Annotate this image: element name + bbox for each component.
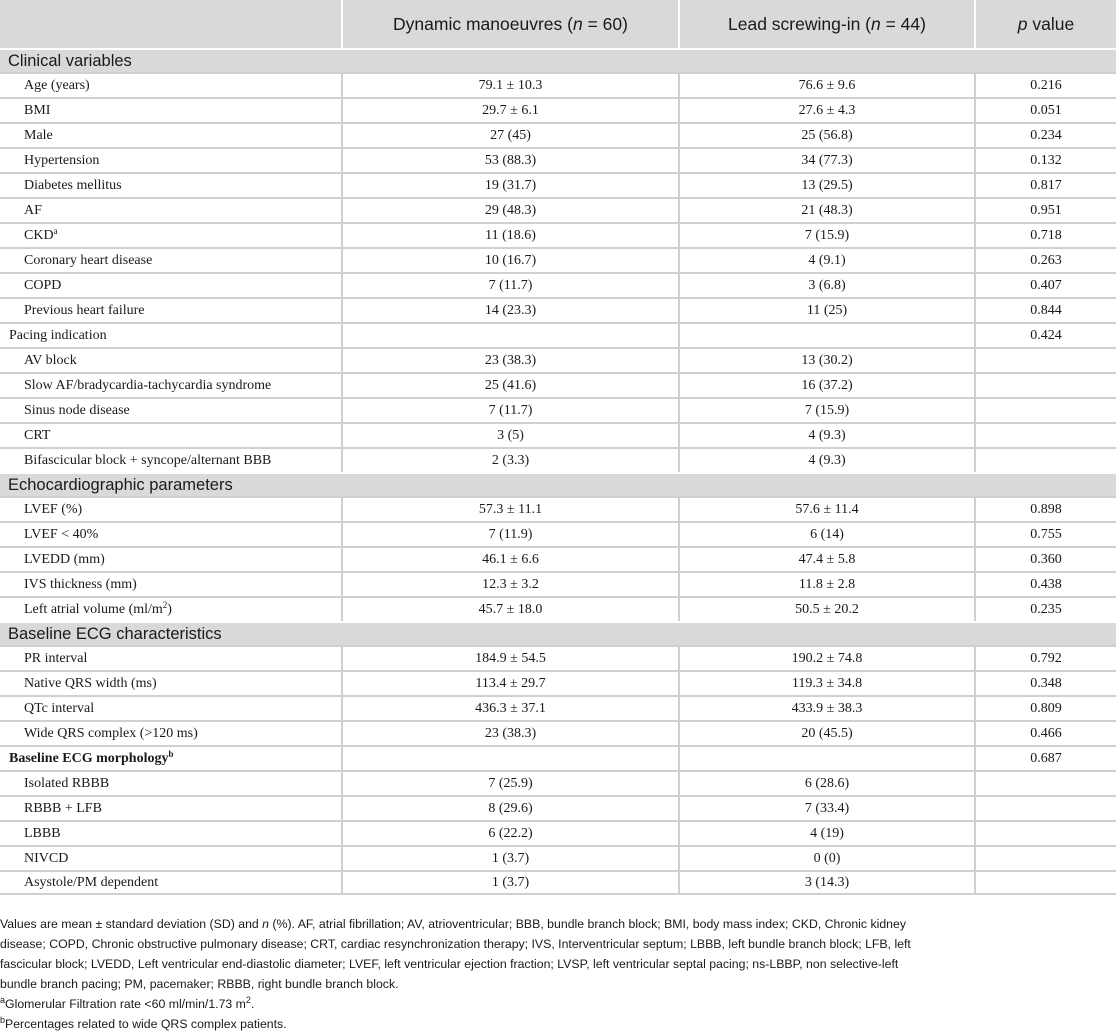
table-row bbox=[0, 645, 1116, 670]
row-label: Pacing indication bbox=[0, 322, 343, 347]
lead-value: 0 (0) bbox=[680, 845, 976, 870]
dynamic-value: 79.1 ± 10.3 bbox=[343, 72, 680, 97]
footnote-a-marker: a bbox=[53, 225, 58, 236]
table-row bbox=[0, 546, 1116, 571]
row-label: IVS thickness (mm) bbox=[0, 571, 343, 596]
p-value bbox=[976, 397, 1116, 422]
row-label: Bifascicular block + syncope/alternant BBB bbox=[0, 447, 343, 472]
row-label: Hypertension bbox=[0, 147, 343, 172]
table-row bbox=[0, 745, 1116, 770]
lead-value: 11 (25) bbox=[680, 297, 976, 322]
table-row bbox=[0, 521, 1116, 546]
table-row bbox=[0, 172, 1116, 197]
section-clinical-variables: Clinical variables bbox=[0, 48, 1116, 72]
p-value: 0.809 bbox=[976, 695, 1116, 720]
lead-value: 27.6 ± 4.3 bbox=[680, 97, 976, 122]
lead-value: 433.9 ± 38.3 bbox=[680, 695, 976, 720]
row-label: AF bbox=[0, 197, 343, 222]
lead-value: 20 (45.5) bbox=[680, 720, 976, 745]
p-value: 0.348 bbox=[976, 670, 1116, 695]
row-label: LVEDD (mm) bbox=[0, 546, 343, 571]
p-value: 0.466 bbox=[976, 720, 1116, 745]
row-label: QTc interval bbox=[0, 695, 343, 720]
table-row bbox=[0, 820, 1116, 845]
lead-value bbox=[680, 745, 976, 770]
table-row bbox=[0, 422, 1116, 447]
dynamic-value: 45.7 ± 18.0 bbox=[343, 596, 680, 621]
lead-value: 7 (33.4) bbox=[680, 795, 976, 820]
lead-value: 16 (37.2) bbox=[680, 372, 976, 397]
dynamic-value: 53 (88.3) bbox=[343, 147, 680, 172]
footnote-abbreviations-line2: disease; COPD, Chronic obstructive pulmonary disease; CRT, cardiac resynchronization therapy; IVS, Interventricular septum; LBBB, left bundle branch block; LFB, left bbox=[0, 937, 911, 951]
p-value bbox=[976, 770, 1116, 795]
row-label: Age (years) bbox=[0, 72, 343, 97]
lead-value: 13 (30.2) bbox=[680, 347, 976, 372]
lead-value: 4 (9.3) bbox=[680, 447, 976, 472]
row-label: NIVCD bbox=[0, 845, 343, 870]
row-label: LVEF (%) bbox=[0, 496, 343, 521]
dynamic-value: 57.3 ± 11.1 bbox=[343, 496, 680, 521]
dynamic-value: 23 (38.3) bbox=[343, 347, 680, 372]
lead-value: 3 (6.8) bbox=[680, 272, 976, 297]
table-row bbox=[0, 571, 1116, 596]
table-row bbox=[0, 272, 1116, 297]
table-row bbox=[0, 322, 1116, 347]
row-label: Diabetes mellitus bbox=[0, 172, 343, 197]
p-value: 0.234 bbox=[976, 122, 1116, 147]
table-footnotes bbox=[0, 914, 1116, 1034]
row-label: CKD$^a$ bbox=[0, 222, 343, 247]
dynamic-value: 436.3 ± 37.1 bbox=[343, 695, 680, 720]
lead-value: 6 (14) bbox=[680, 521, 976, 546]
p-value: 0.051 bbox=[976, 97, 1116, 122]
dynamic-value: 7 (11.7) bbox=[343, 397, 680, 422]
footnote-abbreviations-line4: bundle branch pacing; PM, pacemaker; RBBB, right bundle branch block. bbox=[0, 977, 399, 991]
row-label: Native QRS width (ms) bbox=[0, 670, 343, 695]
row-label: CRT bbox=[0, 422, 343, 447]
dynamic-value: 23 (38.3) bbox=[343, 720, 680, 745]
row-label: Isolated RBBB bbox=[0, 770, 343, 795]
dynamic-value: 10 (16.7) bbox=[343, 247, 680, 272]
row-label: Wide QRS complex (>120 ms) bbox=[0, 720, 343, 745]
table-row bbox=[0, 695, 1116, 720]
p-value bbox=[976, 447, 1116, 472]
dynamic-value: 11 (18.6) bbox=[343, 222, 680, 247]
dynamic-value bbox=[343, 745, 680, 770]
table-row bbox=[0, 795, 1116, 820]
lead-value: 47.4 ± 5.8 bbox=[680, 546, 976, 571]
p-value: 0.817 bbox=[976, 172, 1116, 197]
p-value bbox=[976, 820, 1116, 845]
lead-value: 11.8 ± 2.8 bbox=[680, 571, 976, 596]
table-row bbox=[0, 845, 1116, 870]
footnote-b-marker: b bbox=[168, 748, 174, 759]
table-row bbox=[0, 297, 1116, 322]
p-value: 0.898 bbox=[976, 496, 1116, 521]
table-row bbox=[0, 670, 1116, 695]
dynamic-value: 29.7 ± 6.1 bbox=[343, 97, 680, 122]
dynamic-value: 1 (3.7) bbox=[343, 870, 680, 895]
dynamic-value: 46.1 ± 6.6 bbox=[343, 546, 680, 571]
dynamic-value: 113.4 ± 29.7 bbox=[343, 670, 680, 695]
lead-value: 4 (9.3) bbox=[680, 422, 976, 447]
table-row bbox=[0, 347, 1116, 372]
lead-value: 13 (29.5) bbox=[680, 172, 976, 197]
dynamic-value: 184.9 ± 54.5 bbox=[343, 645, 680, 670]
p-value bbox=[976, 870, 1116, 895]
lead-value: 3 (14.3) bbox=[680, 870, 976, 895]
lead-value: 190.2 ± 74.8 bbox=[680, 645, 976, 670]
footnote-abbreviations-line3: fascicular block; LVEDD, Left ventricular end-diastolic diameter; LVEF, left ventricular ejection fraction; LVSP, left ventricular septal pacing; ns-LBBP, non selective-left bbox=[0, 957, 899, 971]
table-row bbox=[0, 222, 1116, 247]
header-label-cell bbox=[0, 0, 343, 48]
dynamic-value: 3 (5) bbox=[343, 422, 680, 447]
table-row bbox=[0, 447, 1116, 472]
lead-value: 50.5 ± 20.2 bbox=[680, 596, 976, 621]
row-label: Baseline ECG morphology$^b$ bbox=[0, 745, 343, 770]
p-value: 0.438 bbox=[976, 571, 1116, 596]
p-value: 0.407 bbox=[976, 272, 1116, 297]
dynamic-value: 7 (11.9) bbox=[343, 521, 680, 546]
table-row bbox=[0, 496, 1116, 521]
row-label: COPD bbox=[0, 272, 343, 297]
table-row bbox=[0, 247, 1116, 272]
p-value: 0.755 bbox=[976, 521, 1116, 546]
dynamic-value: 14 (23.3) bbox=[343, 297, 680, 322]
p-value: 0.951 bbox=[976, 197, 1116, 222]
lead-value: 4 (19) bbox=[680, 820, 976, 845]
footnote-a: $^a$Glomerular Filtration rate <60 ml/min/1.73 $m^2$. bbox=[0, 995, 255, 1011]
row-label: Left atrial volume $(ml/m^2)$ bbox=[0, 596, 343, 621]
footnote-b: $^b$Percentages related to wide QRS complex patients. bbox=[0, 1015, 287, 1031]
row-label: PR interval bbox=[0, 645, 343, 670]
dynamic-value: 12.3 ± 3.2 bbox=[343, 571, 680, 596]
section-echocardiographic-parameters: Echocardiographic parameters bbox=[0, 472, 1116, 496]
row-label: Coronary heart disease bbox=[0, 247, 343, 272]
p-value bbox=[976, 372, 1116, 397]
row-label: RBBB + LFB bbox=[0, 795, 343, 820]
dynamic-value: 19 (31.7) bbox=[343, 172, 680, 197]
dynamic-value: 25 (41.6) bbox=[343, 372, 680, 397]
dynamic-value: 2 (3.3) bbox=[343, 447, 680, 472]
table-row bbox=[0, 870, 1116, 895]
table-row bbox=[0, 720, 1116, 745]
p-value: 0.235 bbox=[976, 596, 1116, 621]
p-value: 0.132 bbox=[976, 147, 1116, 172]
row-label: Sinus node disease bbox=[0, 397, 343, 422]
p-value: 0.687 bbox=[976, 745, 1116, 770]
row-label: LVEF < 40% bbox=[0, 521, 343, 546]
lead-value: 34 (77.3) bbox=[680, 147, 976, 172]
p-value: 0.718 bbox=[976, 222, 1116, 247]
table-row bbox=[0, 372, 1116, 397]
lead-value: 57.6 ± 11.4 bbox=[680, 496, 976, 521]
row-label: AV block bbox=[0, 347, 343, 372]
p-value: 0.844 bbox=[976, 297, 1116, 322]
p-value bbox=[976, 795, 1116, 820]
dynamic-value: 27 (45) bbox=[343, 122, 680, 147]
row-label: Previous heart failure bbox=[0, 297, 343, 322]
lead-value: 7 (15.9) bbox=[680, 397, 976, 422]
table-row bbox=[0, 72, 1116, 97]
p-value: 0.424 bbox=[976, 322, 1116, 347]
footnote-abbreviations: Values are mean ± standard deviation (SD) and n (%). AF, atrial fibrillation; AV, atrioventricular; BBB, bundle branch block; BMI, body mass index; CKD, Chronic kidney bbox=[0, 917, 907, 931]
p-value: 0.263 bbox=[976, 247, 1116, 272]
p-value bbox=[976, 422, 1116, 447]
table-header-row bbox=[0, 0, 1116, 48]
table-row bbox=[0, 97, 1116, 122]
row-label: LBBB bbox=[0, 820, 343, 845]
header-lead-screwing-in: Lead screwing-in (n = 44) bbox=[680, 0, 976, 48]
dynamic-value: 29 (48.3) bbox=[343, 197, 680, 222]
p-value: 0.792 bbox=[976, 645, 1116, 670]
header-p-value: p value bbox=[976, 0, 1116, 48]
p-value: 0.360 bbox=[976, 546, 1116, 571]
lead-value: 4 (9.1) bbox=[680, 247, 976, 272]
table-row bbox=[0, 197, 1116, 222]
lead-value: 21 (48.3) bbox=[680, 197, 976, 222]
dynamic-value: 7 (25.9) bbox=[343, 770, 680, 795]
dynamic-value: 7 (11.7) bbox=[343, 272, 680, 297]
row-label: Asystole/PM dependent bbox=[0, 870, 343, 895]
dynamic-value bbox=[343, 322, 680, 347]
row-label: BMI bbox=[0, 97, 343, 122]
table-row bbox=[0, 770, 1116, 795]
dynamic-value: 6 (22.2) bbox=[343, 820, 680, 845]
p-value bbox=[976, 845, 1116, 870]
row-label: Male bbox=[0, 122, 343, 147]
lead-value: 76.6 ± 9.6 bbox=[680, 72, 976, 97]
lead-value: 6 (28.6) bbox=[680, 770, 976, 795]
lead-value: 7 (15.9) bbox=[680, 222, 976, 247]
p-value bbox=[976, 347, 1116, 372]
lead-value: 25 (56.8) bbox=[680, 122, 976, 147]
dynamic-value: 1 (3.7) bbox=[343, 845, 680, 870]
section-baseline-ecg: Baseline ECG characteristics bbox=[0, 621, 1116, 645]
p-value: 0.216 bbox=[976, 72, 1116, 97]
lead-value: 119.3 ± 34.8 bbox=[680, 670, 976, 695]
lead-value bbox=[680, 322, 976, 347]
dynamic-value: 8 (29.6) bbox=[343, 795, 680, 820]
table-row bbox=[0, 122, 1116, 147]
header-dynamic-manoeuvres: Dynamic manoeuvres (n = 60) bbox=[343, 0, 680, 48]
table-row bbox=[0, 596, 1116, 621]
row-label: Slow AF/bradycardia-tachycardia syndrome bbox=[0, 372, 343, 397]
table-row bbox=[0, 397, 1116, 422]
table-row bbox=[0, 147, 1116, 172]
